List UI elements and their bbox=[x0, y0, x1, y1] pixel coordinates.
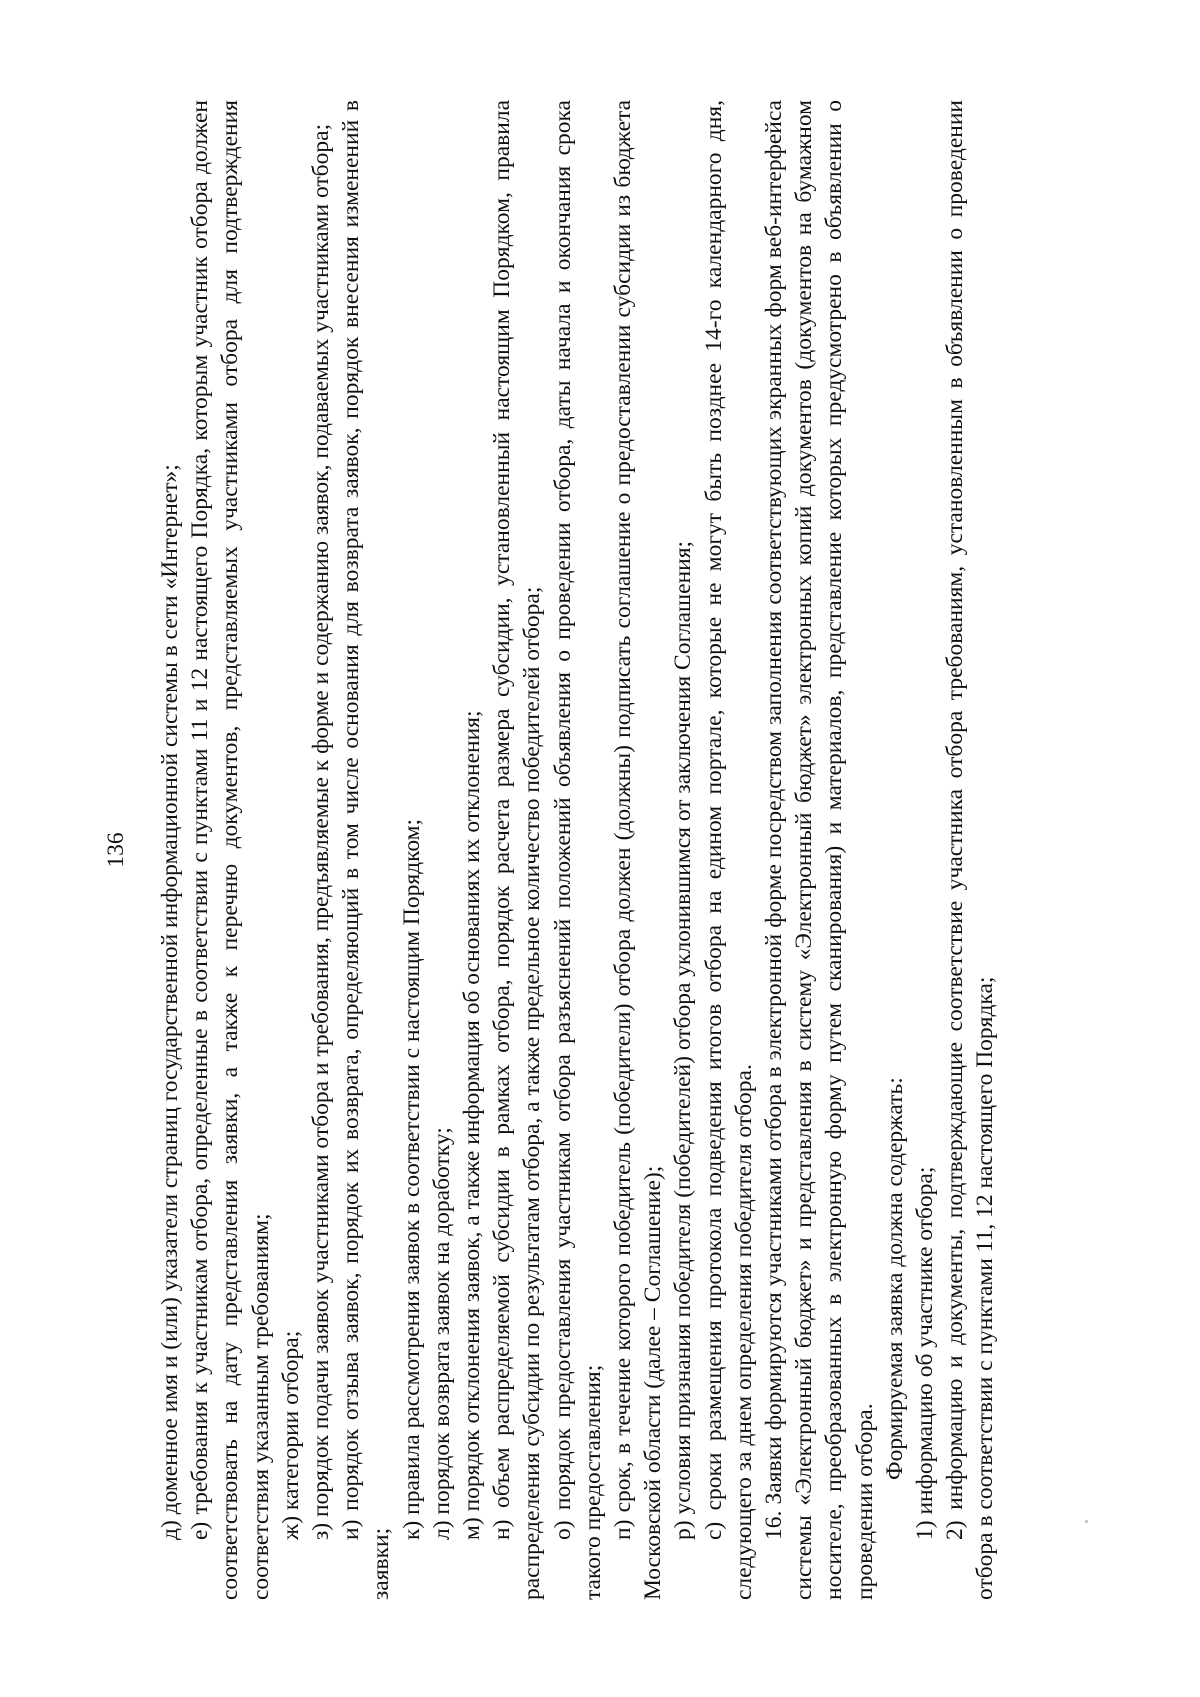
paragraph: р) условия признания победителя (победителей) отбора уклонившимся от заключения Соглашения; bbox=[670, 540, 697, 1540]
page-number: 136 bbox=[103, 832, 129, 868]
paragraph: е) требования к участникам отбора, определенные в соответствии с пунктами 11 и 12 настоящего Порядка, которым участник отбора должен соответствовать на дату представления заявки, а также к перечню документов, представляемых участниками отбора для подтверждения соответствия указанным требованиям; bbox=[187, 100, 274, 1600]
paragraph: и) порядок отзыва заявок, порядок их возврата, определяющий в том числе основания для возврата заявок, порядок внесения изменений в заявки; bbox=[338, 100, 395, 1600]
paragraph: м) порядок отклонения заявок, а также информация об основаниях их отклонения; bbox=[459, 710, 486, 1540]
paragraph: 1) информацию об участнике отбора; bbox=[912, 1166, 939, 1540]
paragraph: п) срок, в течение которого победитель (победители) отбора должен (должны) подписать соглашение о предоставлении субсидии из бюджета Московской области (далее – Соглашение); bbox=[610, 100, 667, 1600]
paragraph: н) объем распределяемой субсидии в рамках отбора, порядок расчета размера субсидии, установленный настоящим Порядком, правила распределения субсидии по результатам отбора, а также предельное количество победителей отбора; bbox=[489, 100, 546, 1600]
paragraph: к) правила рассмотрения заявок в соответствии с настоящим Порядком; bbox=[398, 818, 425, 1540]
paragraph: л) порядок возврата заявок на доработку; bbox=[428, 1127, 455, 1540]
paragraph: д) доменное имя и (или) указатели страниц государственной информационной системы в сети «Интернет»; bbox=[157, 464, 183, 1540]
paragraph: о) порядок предоставления участникам отбора разъяснений положений объявления о проведении отбора, даты начала и окончания срока такого предоставления; bbox=[549, 100, 606, 1600]
paragraph: з) порядок подачи заявок участниками отбора и требования, предъявляемые к форме и содержанию заявок, подаваемых участниками отбора; bbox=[308, 123, 335, 1540]
paragraph: 2) информацию и документы, подтверждающие соответствие участника отбора требованиям, установленным в объявлении о проведении отбора в соответствии с пунктами 11, 12 настоящего Порядка; bbox=[942, 100, 999, 1600]
rotated-text-block bbox=[95, 100, 1045, 1600]
paragraph: Формируемая заявка должна содержать: bbox=[881, 1077, 908, 1480]
paragraph: с) сроки размещения протокола подведения итогов отбора на едином портале, которые не могут быть позднее 14-го календарного дня, следующего за днем определения победителя отбора. bbox=[700, 100, 757, 1600]
paragraph: ж) категории отбора; bbox=[277, 1330, 304, 1540]
paragraph: 16. Заявки формируются участниками отбора в электронной форме посредством заполнения соответствующих экранных форм веб-интерфейса системы «Электронный бюджет» и представления в систему «Электронный бюджет» электронных копий документов (документов на бумажном носителе, преобразованных в электронную форму путем сканирования) и материалов, представление которых предусмотрено в объявлении о проведении отбора. bbox=[761, 100, 878, 1600]
scan-speck bbox=[1085, 1520, 1088, 1523]
document-body bbox=[155, 100, 1001, 1600]
